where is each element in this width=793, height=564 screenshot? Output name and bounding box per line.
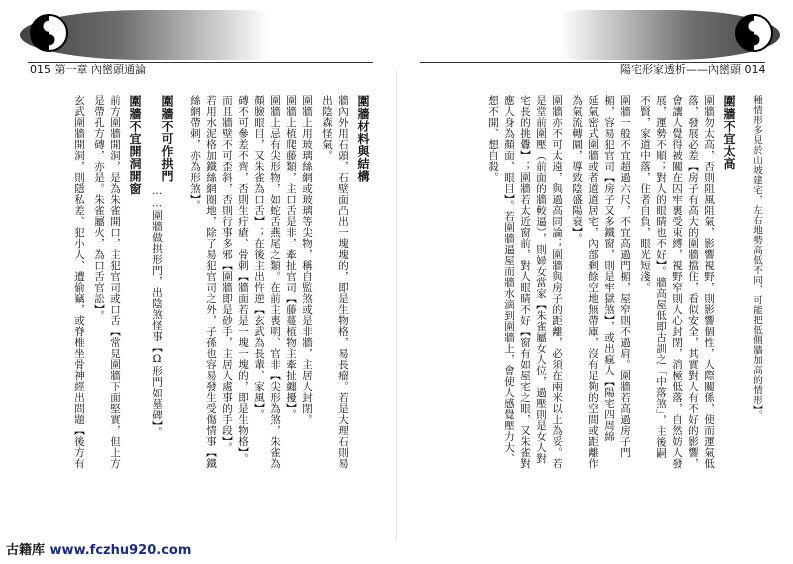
text-column: 應人身為顏面、眼目】。若圍牆逼屋而牆水滴到圍牆上，會使人感覺壓力大、 (503, 95, 515, 464)
text-column: 而且牆壁不可歪斜，否則行事多邪【圍牆即是砂手，主居人處事的手段】。 (221, 95, 233, 453)
footer-url: www.fczhu920.com (49, 543, 192, 558)
section-heading: 圍牆材料與結構 (356, 95, 370, 183)
text-column: 落，發展必差【房子有高大的圍牆擋住，看似安全，其實對人有不好的影響， (687, 95, 699, 469)
text-column: 前方圍牆開洞，是為朱雀開口，主犯官司或口舌【常見圍牆下面堅實，但上方 (109, 95, 121, 469)
taiji-icon (30, 14, 68, 52)
taiji-icon (735, 14, 773, 52)
text-column: 圍牆上忌有尖形物，如蛇舌燕尾之類。在前主喪明、官非【尖形為煞，朱雀為 (269, 95, 281, 469)
text-column: 延氣密式圍牆或者道道居宅，內部剩餘空地無帶庫，沒有足夠的空間或距離作 (587, 95, 599, 469)
text-column: 牆內外用石頭，石壁面凸出一塊塊的，即是生物格，易長瘤。若是大理石則易 (337, 95, 349, 469)
text-column: 磚不可參差不齊，否則生疔瘡、骨刺【牆面若是一塊一塊的，即是生物格】。 (237, 95, 249, 464)
text-column: ……圍牆做拱形門，出陰煞怪事【Ω形門如墓碑】。 (151, 185, 163, 438)
page-header (0, 0, 793, 80)
text-column: 出陰森怪氣。 (321, 95, 333, 161)
text-column: 為氣流轉圜，導致陰盛陽衰】。 (571, 95, 583, 244)
text-column: 圍牆上用玻璃絲網或玻璃等尖物，稱自監煞或是非牆，主居人封閉。 (301, 95, 313, 425)
text-column: 是堂前圍壓（前面的牆較逼），則婦女當家【朱雀屬女人位，過壓則是女人對 (535, 95, 547, 464)
text-column: 楣，容易犯官司【房子又多鐵窗，則是牢獄煞】，或出瘋人【陽宅四周綿 (603, 95, 615, 442)
section-heading: 圍牆不可作拱門 (160, 95, 174, 183)
section-heading: 圍牆不宜太高 (722, 95, 736, 170)
text-column: 圍牆一般不宜超過六尺，不宜高過門楣，屋窄則不過肩。圍牆若高過房子門 (619, 95, 631, 458)
text-column: 顏臉眼目，又朱雀為口舌】；在後主出忤逆【玄武為長輩、家風】。 (253, 95, 265, 420)
text-column: 宅長的挑釁】；圍牆若太近窗前，對人眼睛不好【窗有如屋宅之眼，又朱雀對 (519, 95, 531, 469)
text-column: 若用水泥格加鐵絲網圈地，除了易犯官司之外，子孫也容易發生受傷情事【鐵 (205, 95, 217, 469)
left-page-header: 015 第一章 內巒頭通論 (30, 63, 146, 76)
text-column: 種情形多見於山坡建宅，左右地勢高低不同，可能把低側牆加高的情形】。 (751, 95, 762, 421)
text-column: 絲網帶刺，亦為形煞】。 (189, 95, 201, 211)
text-column: 圍牆勿太高，否則阻風阻氣，影響視野，則影響個性，人際關係，使而運氣低 (703, 95, 715, 469)
text-column: 展，運勢不順；對人的眼睛也不好】。牆高屋低即古訓之「中落煞」，主後嗣 (655, 95, 667, 459)
text-column: 不賢，家道中落，住者自負，眼光短淺。 (639, 95, 651, 293)
text-column: 會讓人覺得被關在囚牢裏受束縛，視野窄則人心封閉，消極低落，自然妨人發 (671, 95, 683, 469)
text-column: 圍牆上植爬藤類，主口舌是非，牽扯官司【藤蔓植物主牽扯纏擾】。 (285, 95, 297, 420)
text-column: 想不開、想自殺。 (487, 95, 499, 183)
page-gutter (396, 70, 397, 540)
text-column: 是帶孔方磚，亦是。朱雀屬火，為口舌官訟】。 (93, 95, 105, 321)
right-page-header: 陽宅形家透析——內巒頭 014 (620, 63, 766, 76)
section-heading: 圍牆不宜開洞開窗 (128, 95, 142, 195)
text-column: 玄武圍牆開洞，則隱私差、犯小人、遭偷竊，或脊椎坐骨神經出問題【後方有 (73, 95, 85, 469)
footer-watermark (6, 539, 191, 558)
footer-brand: 古籍库 (6, 543, 46, 558)
text-column: 圍牆亦不可太遠，與過高同論；圍牆與房子的距離，必須在兩米以上為妥。若 (551, 95, 563, 469)
